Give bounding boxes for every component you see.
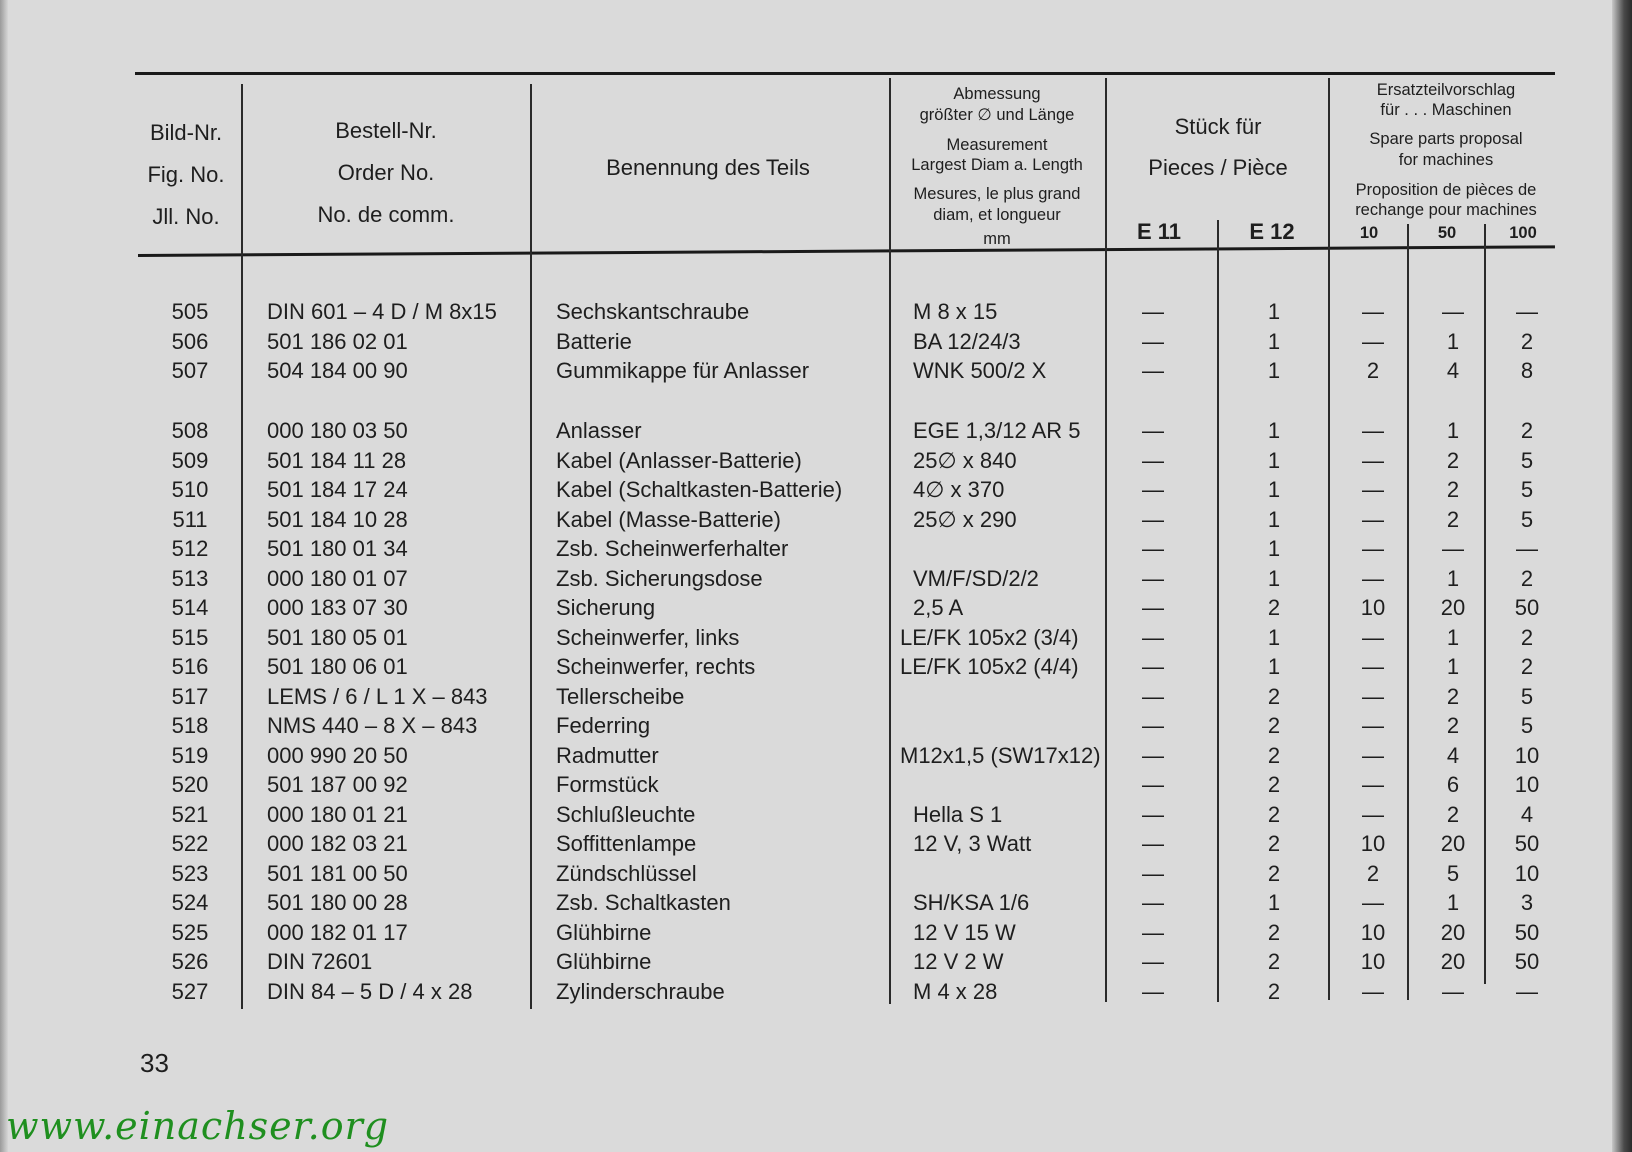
cell-order: 501 180 00 28 [267, 890, 408, 915]
cell-m50: 1 [1446, 624, 1460, 650]
cell-e12: 2 [1267, 860, 1281, 886]
cell-m10: — [1362, 477, 1384, 502]
header-label: Abmessung [953, 85, 1041, 103]
cell-name: Scheinwerfer, links [556, 624, 740, 650]
cell-e12: 1 [1267, 358, 1281, 383]
cell-meas: EGE 1,3/12 AR 5 [913, 418, 1081, 443]
header-label: for machines [1398, 151, 1494, 169]
cell-m10: — [1362, 801, 1384, 827]
cell-e11: — [1142, 624, 1164, 650]
cell-e12: 2 [1267, 683, 1281, 709]
cell-m50: 4 [1446, 742, 1460, 768]
cell-meas: 12 V 15 W [913, 919, 1016, 945]
cell-meas: WNK 500/2 X [913, 358, 1047, 383]
cell-fig: 517 [171, 683, 209, 709]
cell-m50: 2 [1446, 683, 1460, 709]
cell-meas: 4∅ x 370 [913, 477, 1005, 502]
scan-edge-left [0, 0, 8, 1152]
cell-e11: — [1142, 654, 1164, 679]
header-label: rechange pour machines [1355, 201, 1537, 219]
header-label: Spare parts proposal [1369, 130, 1523, 148]
cell-name: Schlußleuchte [556, 801, 696, 827]
cell-meas: M 8 x 15 [913, 299, 998, 324]
column-divider [530, 84, 532, 1009]
cell-m10: 2 [1366, 358, 1380, 383]
cell-m10: 10 [1360, 595, 1386, 620]
header-label: Ersatzteilvorschlag [1376, 81, 1516, 99]
cell-m100: 2 [1520, 565, 1534, 591]
cell-order: 501 180 06 01 [267, 654, 408, 679]
cell-e11: — [1142, 358, 1164, 383]
cell-e12: 2 [1267, 919, 1281, 945]
cell-e12: 2 [1267, 772, 1281, 797]
cell-name: Kabel (Schaltkasten-Batterie) [556, 477, 843, 502]
cell-order: 501 180 05 01 [267, 624, 408, 650]
cell-fig: 519 [171, 742, 209, 768]
header-label: Proposition de pièces de [1355, 181, 1537, 199]
header-label: Bild-Nr. [149, 120, 223, 145]
cell-e12: 2 [1267, 801, 1281, 827]
cell-m10: — [1362, 978, 1384, 1004]
cell-order: 504 184 00 90 [267, 358, 408, 383]
cell-e11: — [1142, 418, 1164, 443]
cell-order: NMS 440 – 8 X – 843 [267, 713, 478, 738]
cell-e11: — [1142, 683, 1164, 709]
cell-m50: 1 [1446, 328, 1460, 354]
header-part-name: Benennung des Teils [606, 155, 810, 180]
cell-fig: 527 [171, 978, 209, 1004]
cell-m100: — [1516, 536, 1538, 561]
cell-e12: 1 [1267, 654, 1281, 679]
cell-e11: — [1142, 772, 1164, 797]
header-label: Measurement [946, 136, 1048, 154]
cell-name: Zylinderschraube [556, 978, 725, 1004]
cell-m10: 10 [1360, 831, 1386, 856]
cell-e11: — [1142, 595, 1164, 620]
header-label: Stück für [1174, 114, 1262, 139]
cell-meas: M 4 x 28 [913, 978, 998, 1004]
cell-e12: 2 [1267, 595, 1281, 620]
cell-m10: 10 [1360, 949, 1386, 974]
cell-e12: 1 [1267, 328, 1281, 354]
cell-fig: 505 [171, 299, 209, 324]
column-divider [1217, 220, 1219, 1002]
cell-e11: — [1142, 949, 1164, 974]
cell-order: 000 180 03 50 [267, 418, 408, 443]
cell-m50: 5 [1446, 860, 1460, 886]
cell-order: DIN 72601 [267, 949, 373, 974]
cell-name: Zsb. Schaltkasten [556, 890, 731, 915]
cell-e11: — [1142, 742, 1164, 768]
scan-edge-right [1612, 0, 1632, 1152]
cell-m50: 2 [1446, 801, 1460, 827]
cell-m10: — [1362, 683, 1384, 709]
cell-e12: 2 [1267, 978, 1281, 1004]
cell-m10: — [1362, 565, 1384, 591]
cell-name: Radmutter [556, 742, 659, 768]
cell-order: 501 180 01 34 [267, 536, 408, 561]
cell-e12: 2 [1267, 742, 1281, 768]
cell-m100: 2 [1520, 418, 1534, 443]
cell-meas: Hella S 1 [913, 801, 1003, 827]
cell-e11: — [1142, 831, 1164, 856]
cell-meas: LE/FK 105x2 (3/4) [900, 624, 1079, 650]
cell-m50: 4 [1446, 358, 1460, 383]
cell-meas: 25∅ x 840 [913, 447, 1017, 473]
cell-e11: — [1142, 299, 1164, 324]
cell-m50: — [1442, 536, 1464, 561]
cell-e11: — [1142, 919, 1164, 945]
cell-m10: — [1362, 506, 1384, 532]
cell-m50: 20 [1440, 595, 1466, 620]
cell-order: DIN 84 – 5 D / 4 x 28 [267, 978, 473, 1004]
page-number: 33 [140, 1048, 169, 1078]
cell-fig: 508 [171, 418, 209, 443]
cell-m100: 3 [1520, 890, 1534, 915]
cell-e12: 2 [1267, 713, 1281, 738]
cell-meas: 25∅ x 290 [913, 506, 1017, 532]
cell-fig: 518 [171, 713, 209, 738]
cell-m10: — [1362, 536, 1384, 561]
cell-fig: 524 [171, 890, 209, 915]
header-machines-100: 100 [1509, 224, 1537, 242]
cell-meas: M12x1,5 (SW17x12) [900, 742, 1101, 768]
cell-e12: 1 [1267, 447, 1281, 473]
cell-e12: 1 [1267, 565, 1281, 591]
cell-m10: — [1362, 447, 1384, 473]
cell-name: Gummikappe für Anlasser [556, 358, 810, 383]
cell-e11: — [1142, 801, 1164, 827]
cell-m50: 2 [1446, 477, 1460, 502]
header-label: für . . . Maschinen [1380, 101, 1512, 119]
cell-e12: 1 [1267, 299, 1281, 324]
cell-name: Anlasser [556, 418, 642, 443]
cell-m100: 5 [1520, 506, 1534, 532]
cell-fig: 523 [171, 860, 209, 886]
header-e11: E 11 [1136, 219, 1182, 244]
table-top-rule [135, 72, 1555, 75]
cell-m50: 2 [1446, 713, 1460, 738]
cell-m100: 2 [1520, 328, 1534, 354]
cell-m10: — [1362, 742, 1384, 768]
cell-meas: LE/FK 105x2 (4/4) [900, 654, 1079, 679]
cell-m50: — [1442, 978, 1464, 1004]
cell-meas: 2,5 A [913, 595, 964, 620]
cell-m10: 2 [1366, 860, 1380, 886]
cell-m100: 2 [1520, 654, 1534, 679]
cell-e11: — [1142, 978, 1164, 1004]
cell-fig: 510 [171, 477, 209, 502]
cell-name: Sicherung [556, 595, 656, 620]
cell-m50: 1 [1446, 418, 1460, 443]
cell-m100: — [1516, 978, 1538, 1004]
cell-e12: 2 [1267, 949, 1281, 974]
cell-e12: 1 [1267, 418, 1281, 443]
cell-fig: 514 [171, 595, 209, 620]
cell-m50: 20 [1440, 919, 1466, 945]
cell-name: Kabel (Anlasser-Batterie) [556, 447, 802, 473]
cell-e11: — [1142, 328, 1164, 354]
header-bottom-rule [138, 245, 1555, 257]
cell-order: 000 183 07 30 [267, 595, 408, 620]
cell-e11: — [1142, 860, 1164, 886]
cell-name: Sechskantschraube [556, 299, 750, 324]
cell-order: 501 184 11 28 [267, 447, 407, 473]
cell-m100: 4 [1520, 801, 1534, 827]
cell-e12: 1 [1267, 536, 1281, 561]
cell-m50: 6 [1446, 772, 1460, 797]
cell-e12: 2 [1267, 831, 1281, 856]
cell-m10: — [1362, 772, 1384, 797]
cell-m50: 1 [1446, 654, 1460, 679]
cell-name: Tellerscheibe [556, 683, 685, 709]
header-label: No. de comm. [317, 202, 455, 227]
cell-m100: 8 [1520, 358, 1534, 383]
cell-name: Glühbirne [556, 949, 652, 974]
header-machines-50: 50 [1437, 224, 1457, 242]
cell-meas: 12 V 2 W [913, 949, 1004, 974]
cell-name: Kabel (Masse-Batterie) [556, 506, 781, 532]
cell-e11: — [1142, 713, 1164, 738]
cell-e11: — [1142, 536, 1164, 561]
header-label: Bestell-Nr. [335, 118, 437, 143]
header-e12: E 12 [1249, 219, 1295, 244]
column-divider [1484, 224, 1486, 984]
cell-fig: 506 [171, 328, 209, 354]
cell-order: 000 182 01 17 [267, 919, 408, 945]
column-divider [1407, 224, 1409, 1000]
cell-e12: 1 [1267, 890, 1281, 915]
cell-order: LEMS / 6 / L 1 X – 843 [267, 683, 488, 709]
header-label: Mesures, le plus grand [913, 185, 1081, 203]
cell-m50: 1 [1446, 565, 1460, 591]
cell-fig: 520 [171, 772, 209, 797]
watermark: www.einachser.org [6, 1104, 390, 1148]
cell-m100: 10 [1514, 860, 1540, 886]
cell-meas: VM/F/SD/2/2 [913, 565, 1039, 591]
cell-fig: 526 [171, 949, 209, 974]
cell-order: 501 184 17 24 [267, 477, 408, 502]
cell-name: Federring [556, 713, 651, 738]
cell-m10: — [1362, 713, 1384, 738]
cell-name: Scheinwerfer, rechts [556, 654, 756, 679]
cell-m10: — [1362, 418, 1384, 443]
column-divider [241, 84, 243, 1009]
cell-m100: 5 [1520, 683, 1534, 709]
header-machines-10: 10 [1359, 224, 1379, 242]
cell-m10: 10 [1360, 919, 1386, 945]
cell-m10: — [1362, 299, 1384, 324]
cell-order: 501 181 00 50 [267, 860, 408, 886]
cell-fig: 509 [171, 447, 209, 473]
cell-m50: — [1442, 299, 1464, 324]
cell-m100: — [1516, 299, 1538, 324]
cell-fig: 525 [171, 919, 209, 945]
cell-fig: 511 [172, 506, 208, 532]
cell-e11: — [1142, 565, 1164, 591]
header-label: Order No. [337, 160, 435, 185]
header-label: Jll. No. [152, 204, 220, 229]
cell-name: Batterie [556, 328, 632, 354]
cell-name: Zsb. Sicherungsdose [556, 565, 763, 591]
cell-order: 000 182 03 21 [267, 831, 408, 856]
cell-m100: 10 [1514, 772, 1540, 797]
column-divider [889, 78, 891, 1004]
cell-order: 000 990 20 50 [267, 742, 408, 768]
cell-e11: — [1142, 890, 1164, 915]
header-label: Largest Diam a. Length [911, 156, 1083, 174]
cell-m100: 50 [1514, 831, 1540, 856]
cell-m100: 50 [1514, 949, 1540, 974]
cell-e12: 1 [1267, 477, 1281, 502]
cell-fig: 507 [171, 358, 209, 383]
cell-meas: BA 12/24/3 [913, 328, 1021, 354]
cell-e12: 1 [1267, 506, 1281, 532]
header-label: mm [983, 230, 1011, 248]
cell-order: 000 180 01 07 [267, 565, 408, 591]
cell-fig: 521 [171, 801, 209, 827]
cell-order: 501 184 10 28 [267, 506, 408, 532]
cell-m100: 5 [1520, 477, 1534, 502]
cell-m10: — [1362, 654, 1384, 679]
cell-m100: 50 [1514, 919, 1540, 945]
cell-fig: 512 [171, 536, 209, 561]
cell-name: Zsb. Scheinwerferhalter [556, 536, 789, 561]
cell-fig: 515 [171, 624, 209, 650]
cell-e12: 1 [1267, 624, 1281, 650]
cell-m100: 50 [1514, 595, 1540, 620]
cell-m10: — [1362, 624, 1384, 650]
column-divider [1105, 78, 1107, 1002]
cell-order: DIN 601 – 4 D / M 8x15 [267, 299, 497, 324]
header-label: größter ∅ und Länge [919, 106, 1075, 124]
cell-order: 501 187 00 92 [267, 772, 408, 797]
header-label: Pieces / Pièce [1148, 155, 1288, 180]
cell-m100: 2 [1520, 624, 1534, 650]
cell-name: Zündschlüssel [556, 860, 697, 886]
header-label: Fig. No. [147, 162, 225, 187]
cell-m50: 2 [1446, 447, 1460, 473]
cell-order: 000 180 01 21 [267, 801, 408, 827]
cell-order: 501 186 02 01 [267, 328, 408, 354]
cell-m100: 5 [1520, 713, 1534, 738]
cell-e11: — [1142, 447, 1164, 473]
cell-m50: 20 [1440, 949, 1466, 974]
cell-e11: — [1142, 477, 1164, 502]
cell-m50: 2 [1446, 506, 1460, 532]
cell-m50: 20 [1440, 831, 1466, 856]
cell-m100: 5 [1520, 447, 1534, 473]
cell-m10: — [1362, 890, 1384, 915]
cell-name: Glühbirne [556, 919, 652, 945]
cell-fig: 522 [171, 831, 209, 856]
cell-m50: 1 [1446, 890, 1460, 915]
cell-m10: — [1362, 328, 1384, 354]
cell-fig: 516 [171, 654, 209, 679]
header-label: diam, et longueur [933, 206, 1061, 224]
cell-fig: 513 [171, 565, 209, 591]
cell-meas: 12 V, 3 Watt [913, 831, 1032, 856]
cell-e11: — [1142, 506, 1164, 532]
cell-name: Formstück [556, 772, 659, 797]
column-divider [1328, 78, 1330, 1000]
cell-m100: 10 [1514, 742, 1540, 768]
cell-name: Soffittenlampe [556, 831, 697, 856]
cell-meas: SH/KSA 1/6 [913, 890, 1030, 915]
